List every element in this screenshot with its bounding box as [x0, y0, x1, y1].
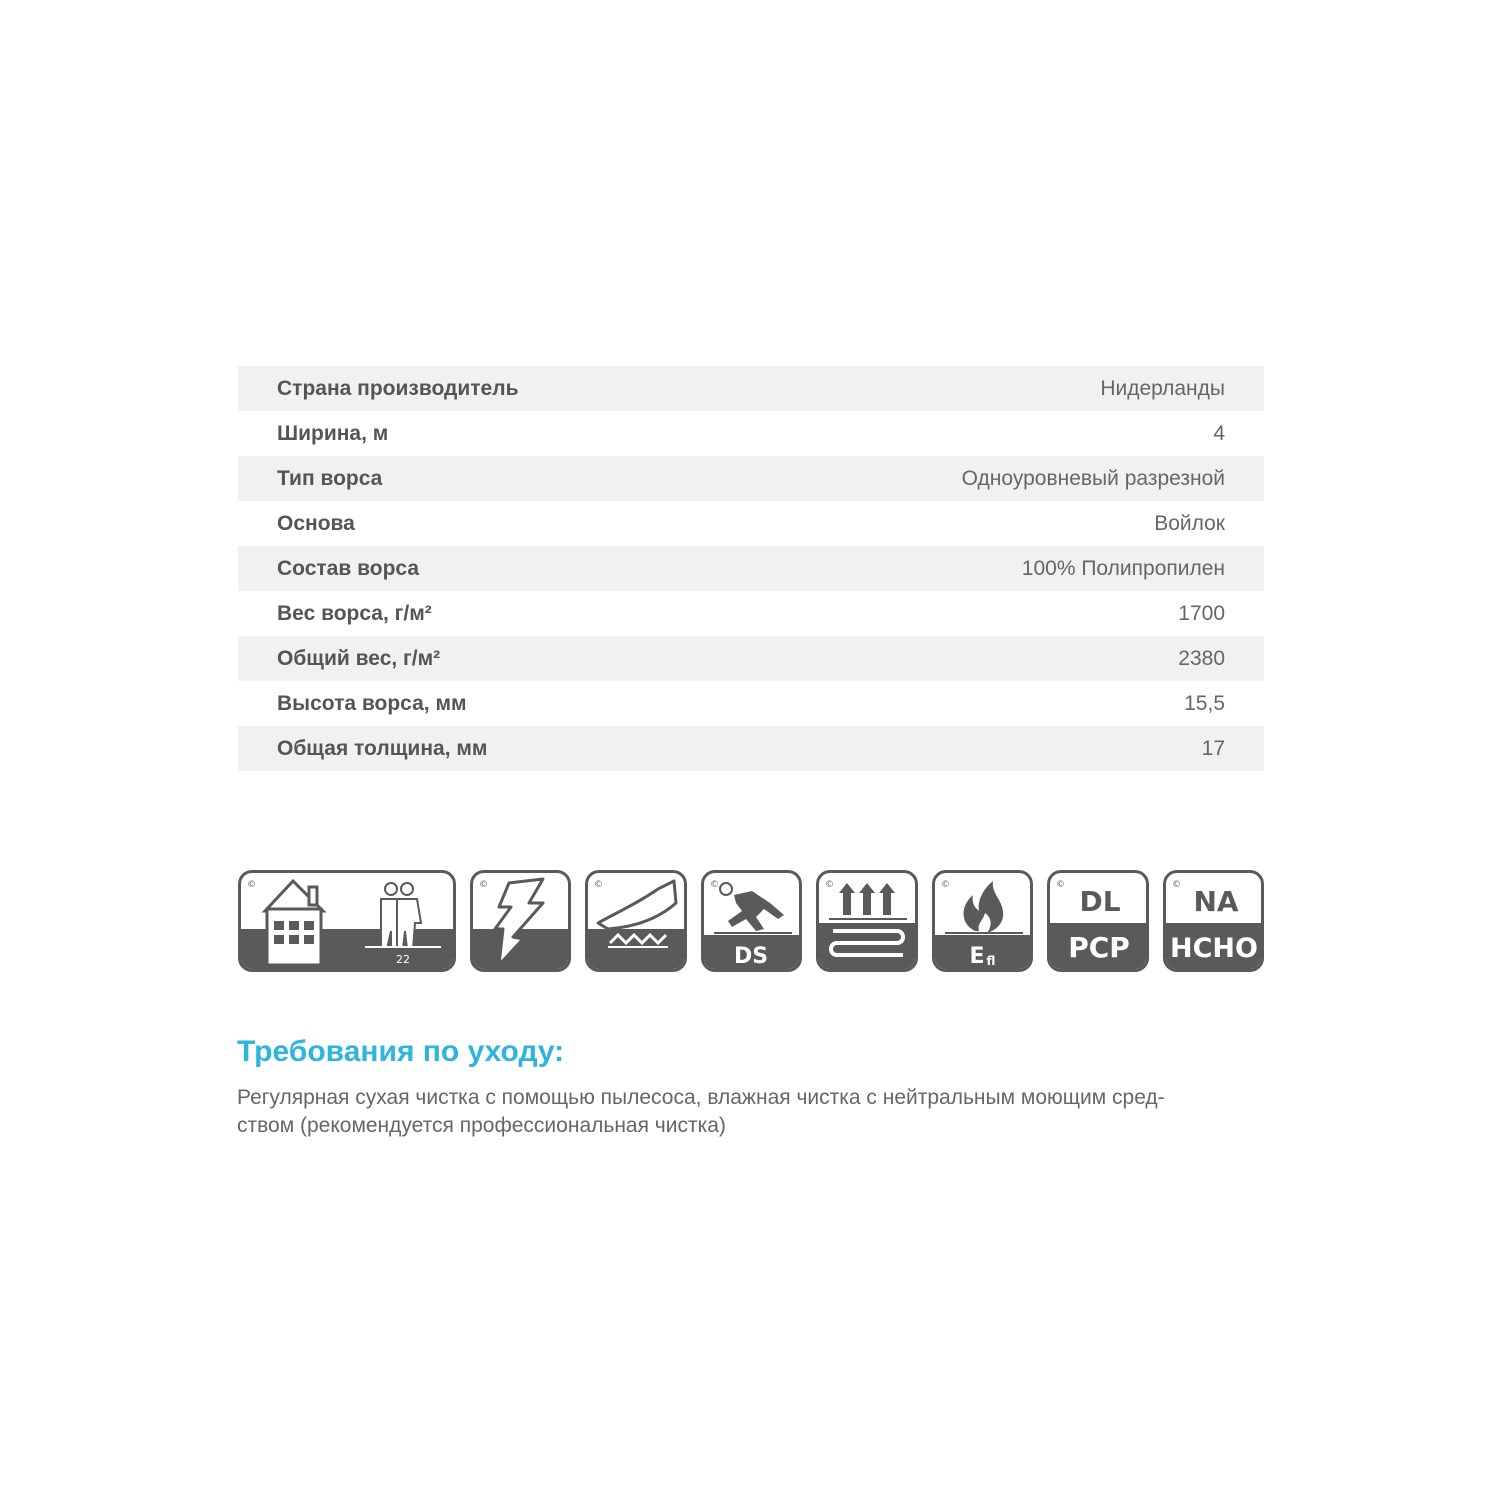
- spec-row: [238, 456, 1264, 501]
- spec-value: 17: [1201, 736, 1225, 760]
- efl-sub-label: fl: [986, 954, 996, 968]
- copyright-mark: ©: [594, 880, 603, 890]
- copyright-mark: ©: [1056, 880, 1065, 890]
- antistatic-icon: [470, 870, 571, 972]
- spec-row: [238, 726, 1264, 771]
- underfloor-heating-icon: [816, 870, 918, 972]
- spec-label: Общий вес, г/м²: [277, 646, 441, 670]
- spec-label: Тип ворса: [277, 466, 383, 490]
- spec-row: [238, 366, 1264, 411]
- spec-label: Состав ворса: [277, 556, 420, 580]
- copyright-mark: ©: [710, 880, 719, 890]
- spec-row: [238, 636, 1264, 681]
- dl-pcp-icon: [1047, 870, 1149, 972]
- efl-label: E: [969, 944, 985, 969]
- pcp-label: PCP: [1068, 931, 1130, 964]
- spec-label: Основа: [277, 511, 355, 535]
- property-icons: [238, 870, 1266, 974]
- copyright-mark: ©: [1172, 880, 1181, 890]
- spec-value: 100% Полипропилен: [1021, 556, 1225, 580]
- spec-row: [238, 591, 1264, 636]
- care-text: [237, 1084, 1247, 1140]
- spec-label: Страна производитель: [277, 376, 519, 400]
- residential-use-icon: [238, 870, 456, 972]
- spec-row: [238, 681, 1264, 726]
- spec-value: Нидерланды: [1100, 376, 1225, 400]
- ds-label: DS: [733, 944, 769, 969]
- spec-row: [238, 546, 1264, 591]
- spec-table: [238, 366, 1264, 771]
- spec-row: [238, 411, 1264, 456]
- care-title: Требования по уходу:: [237, 1035, 565, 1068]
- slip-resistance-icon: [701, 870, 802, 972]
- copyright-mark: ©: [479, 880, 488, 890]
- copyright-mark: ©: [825, 880, 834, 890]
- dl-label: DL: [1079, 885, 1121, 918]
- copyright-mark: ©: [941, 880, 950, 890]
- usage-class-label: 22: [396, 953, 410, 966]
- spec-value: 15,5: [1184, 691, 1225, 715]
- copyright-mark: ©: [247, 880, 256, 890]
- spec-label: Общая толщина, мм: [277, 736, 488, 760]
- spec-value: 4: [1213, 421, 1225, 445]
- care-text-line: ством (рекомендуется профессиональная чистка): [237, 1114, 726, 1137]
- comfort-hand-icon: [585, 870, 687, 972]
- spec-value: 1700: [1178, 601, 1225, 625]
- spec-label: Вес ворса, г/м²: [277, 601, 432, 625]
- spec-label: Высота ворса, мм: [277, 691, 467, 715]
- fire-class-icon: [932, 870, 1033, 972]
- na-label: NA: [1193, 885, 1239, 918]
- spec-row: [238, 501, 1264, 546]
- care-text-line: Регулярная сухая чистка с помощью пылесоса, влажная чистка с нейтральным моющим сред-: [237, 1086, 1165, 1109]
- spec-value: 2380: [1178, 646, 1225, 670]
- spec-value: Войлок: [1154, 511, 1225, 535]
- spec-label: Ширина, м: [277, 421, 389, 445]
- hcho-label: HCHO: [1170, 933, 1258, 964]
- na-hcho-icon: [1163, 870, 1264, 972]
- spec-value: Одноуровневый разрезной: [961, 466, 1225, 490]
